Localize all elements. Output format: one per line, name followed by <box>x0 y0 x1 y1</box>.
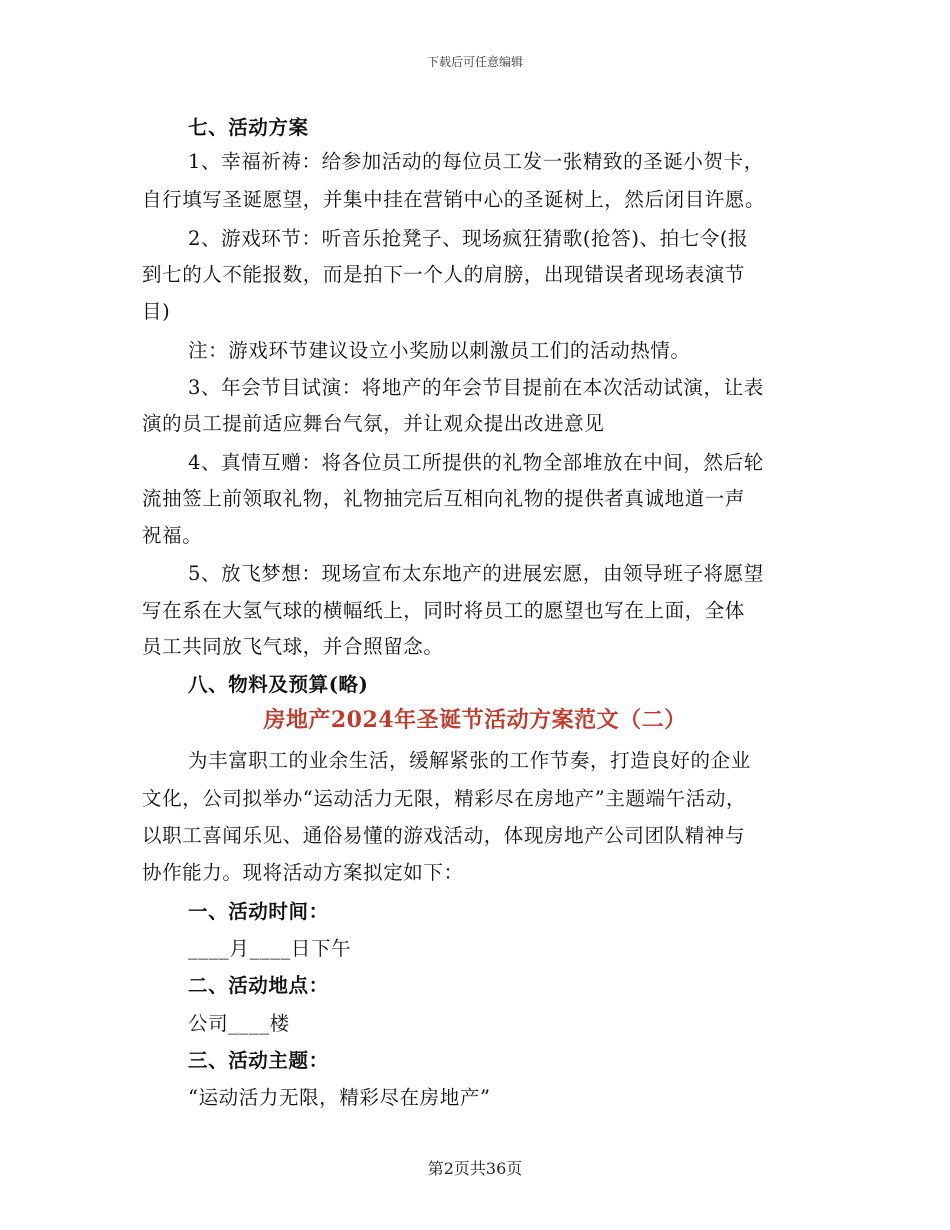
paragraph-line: 演的员工提前适应舞台气氛，并让观众提出改进意见 <box>142 412 605 435</box>
intro-line: 以职工喜闻乐见、通俗易懂的游戏活动，体现房地产公司团队精神与 <box>142 824 746 847</box>
activity-location-value: 公司____楼 <box>188 1012 290 1035</box>
paragraph-line: 流抽签上前领取礼物，礼物抽完后互相向礼物的提供者真诚地道一声 <box>142 487 746 510</box>
activity-time-value: ____月____日下午 <box>188 937 352 960</box>
intro-line: 文化，公司拟举办“运动活力无限，精彩尽在房地产”主题端午活动， <box>142 787 747 810</box>
intro-line: 为丰富职工的业余生活，缓解紧张的工作节奏，打造良好的企业 <box>188 749 751 772</box>
note-line: 注：游戏环节建议设立小奖励以刺激员工们的活动热情。 <box>188 339 691 362</box>
heading-activity-theme: 三、活动主题： <box>188 1049 329 1072</box>
paragraph-line: 1、幸福祈祷：给参加活动的每位员工发一张精致的圣诞小贺卡， <box>188 150 764 173</box>
heading-activity-location: 二、活动地点： <box>188 974 329 997</box>
paragraph-line: 目) <box>142 300 171 323</box>
paragraph-line: 4、真情互赠：将各位员工所提供的礼物全部堆放在中间，然后轮 <box>188 451 764 474</box>
paragraph-line: 自行填写圣诞愿望，并集中挂在营销中心的圣诞树上，然后闭目许愿。 <box>142 188 766 211</box>
page-footer: 第2页共36页 <box>427 1159 523 1178</box>
paragraph-line: 员工共同放飞气球，并合照留念。 <box>142 635 444 658</box>
paragraph-line: 祝福。 <box>142 524 203 547</box>
section-heading-7: 七、活动方案 <box>188 116 309 139</box>
heading-activity-time: 一、活动时间： <box>188 900 329 923</box>
paragraph-line: 到七的人不能报数，而是拍下一个人的肩膀，出现错误者现场表演节 <box>142 263 746 286</box>
section-heading-8: 八、物料及预算(略) <box>188 673 369 696</box>
paragraph-line: 3、年会节目试演：将地产的年会节目提前在本次活动试演，让表 <box>188 376 764 399</box>
intro-line: 协作能力。现将活动方案拟定如下： <box>142 861 464 884</box>
paragraph-line: 2、游戏环节：听音乐抢凳子、现场疯狂猜歌(抢答)、拍七令(报 <box>188 227 749 250</box>
document-title: 房地产2024年圣诞节活动方案范文（二） <box>263 707 687 733</box>
paragraph-line: 写在系在大氢气球的横幅纸上，同时将员工的愿望也写在上面，全体 <box>142 599 746 622</box>
paragraph-line: 5、放飞梦想：现场宣布太东地产的进展宏愿，由领导班子将愿望 <box>188 562 764 585</box>
activity-theme-value: “运动活力无限，精彩尽在房地产” <box>188 1086 491 1109</box>
page-header: 下载后可任意编辑 <box>426 55 523 69</box>
